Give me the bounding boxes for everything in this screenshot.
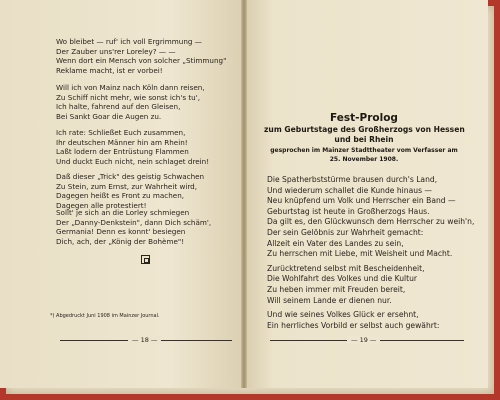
verse-line: Zurücktretend selbst mit Bescheidenheit, (267, 263, 425, 273)
verse-line: Dich, ach, der „König der Bohème"! (56, 236, 185, 246)
poem-subtitle-2: und bei Rhein (334, 135, 394, 144)
poem-subtitle: zum Geburtstage des Großherzogs von Hessen (264, 125, 465, 134)
spoken-date: 25. November 1908. (329, 156, 399, 163)
verse-line: Dagegen heißt es Front zu machen, (56, 191, 185, 201)
left-stanza-3 (56, 128, 209, 166)
verse-line: Die Spatherbststürme brausen durch's Land, (267, 175, 438, 184)
verse-line: Neu knüpfend um Volk und Herrscher ein Band — (267, 196, 456, 206)
verse-line: Der „Danny-Denkstein", dann Dich schäm', (56, 217, 212, 227)
verse-line: Der sein Gelöbnis zur Wahrheit gemacht: (267, 227, 424, 237)
right-poem (267, 175, 474, 331)
verse-line: Zu herrschen mit Liebe, mit Weisheit und Macht. (267, 249, 453, 259)
verse-line: Ich halte, fahrend auf den Gleisen, (56, 102, 181, 112)
left-page-number: — 18 — (128, 336, 161, 344)
left-stanza-2 (56, 83, 205, 121)
poem-title: Fest-Prolog (330, 112, 398, 124)
page-number-value: 18 (140, 336, 149, 344)
left-stanza-1 (56, 37, 226, 75)
left-stanza-4 (56, 172, 204, 210)
ornament-square-icon (141, 255, 150, 264)
verse-line: Sollt' je sich an die Lorley schmiegen (56, 208, 190, 217)
verse-line: Ich rate: Schließet Euch zusammen, (56, 128, 186, 137)
verse-line: Geburtstag ist heute in Großherzogs Haus. (267, 206, 430, 216)
verse-line: Da gilt es, den Glückwunsch dem Herrscher zu weih'n, (267, 217, 475, 227)
verse-line: Allzeit ein Vater des Landes zu sein, (267, 238, 404, 248)
spoken-note: gesprochen im Mainzer Stadttheater vom Verfasser am (270, 147, 458, 154)
verse-line: Will seinem Lande er dienen nur. (267, 295, 392, 305)
verse-line: Germania! Denn es konnt' besiegen (56, 227, 186, 237)
verse-line: Wenn dort ein Mensch von solcher „Stimmung" (56, 56, 227, 66)
verse-line: Reklame macht, ist er vorbei! (56, 65, 163, 75)
page-number-value: 19 (359, 336, 368, 344)
footnote: *) Abgedruckt Juni 1908 im Mainzer Journal. (50, 313, 160, 319)
right-page-number: — 19 — (347, 336, 380, 344)
verse-line: Der Zauber uns'rer Loreley? — — (56, 46, 176, 56)
verse-line: Und wiederum schallet die Kunde hinaus — (267, 185, 433, 195)
verse-line: Und wie seines Volkes Glück er ersehnt, (267, 310, 419, 320)
verse-line: Zu heben immer mit Freuden bereit, (267, 284, 406, 294)
verse-line: Wo bleibet — ruf' ich voll Ergrimmung — (56, 37, 202, 46)
verse-line: Zu Stein, zum Ernst, zur Wahrheit wird, (56, 181, 197, 191)
verse-line: Will ich von Mainz nach Köln dann reisen, (56, 83, 205, 92)
verse-line: Dagegen alle protestiert! (56, 200, 147, 210)
verse-line: Laßt lodern der Entrüstung Flammen (56, 147, 189, 157)
verse-line: Zu Schiff nicht mehr, wie sonst ich's tu', (56, 92, 201, 102)
verse-line: Bei Sankt Goar die Augen zu. (56, 111, 162, 121)
verse-line: Die Wohlfahrt des Volkes und die Kultur (267, 274, 418, 284)
verse-line: Und duckt Euch nicht, nein schlaget drein! (56, 156, 210, 166)
verse-line: Daß dieser „Trick" des geistig Schwachen (56, 172, 205, 181)
book-gutter (241, 0, 247, 388)
left-stanza-5 (56, 208, 211, 246)
verse-line: Ihr deutschen Männer hin am Rhein! (56, 137, 188, 147)
verse-line: Ein herrliches Vorbild er selbst auch gewährt: (267, 320, 440, 330)
